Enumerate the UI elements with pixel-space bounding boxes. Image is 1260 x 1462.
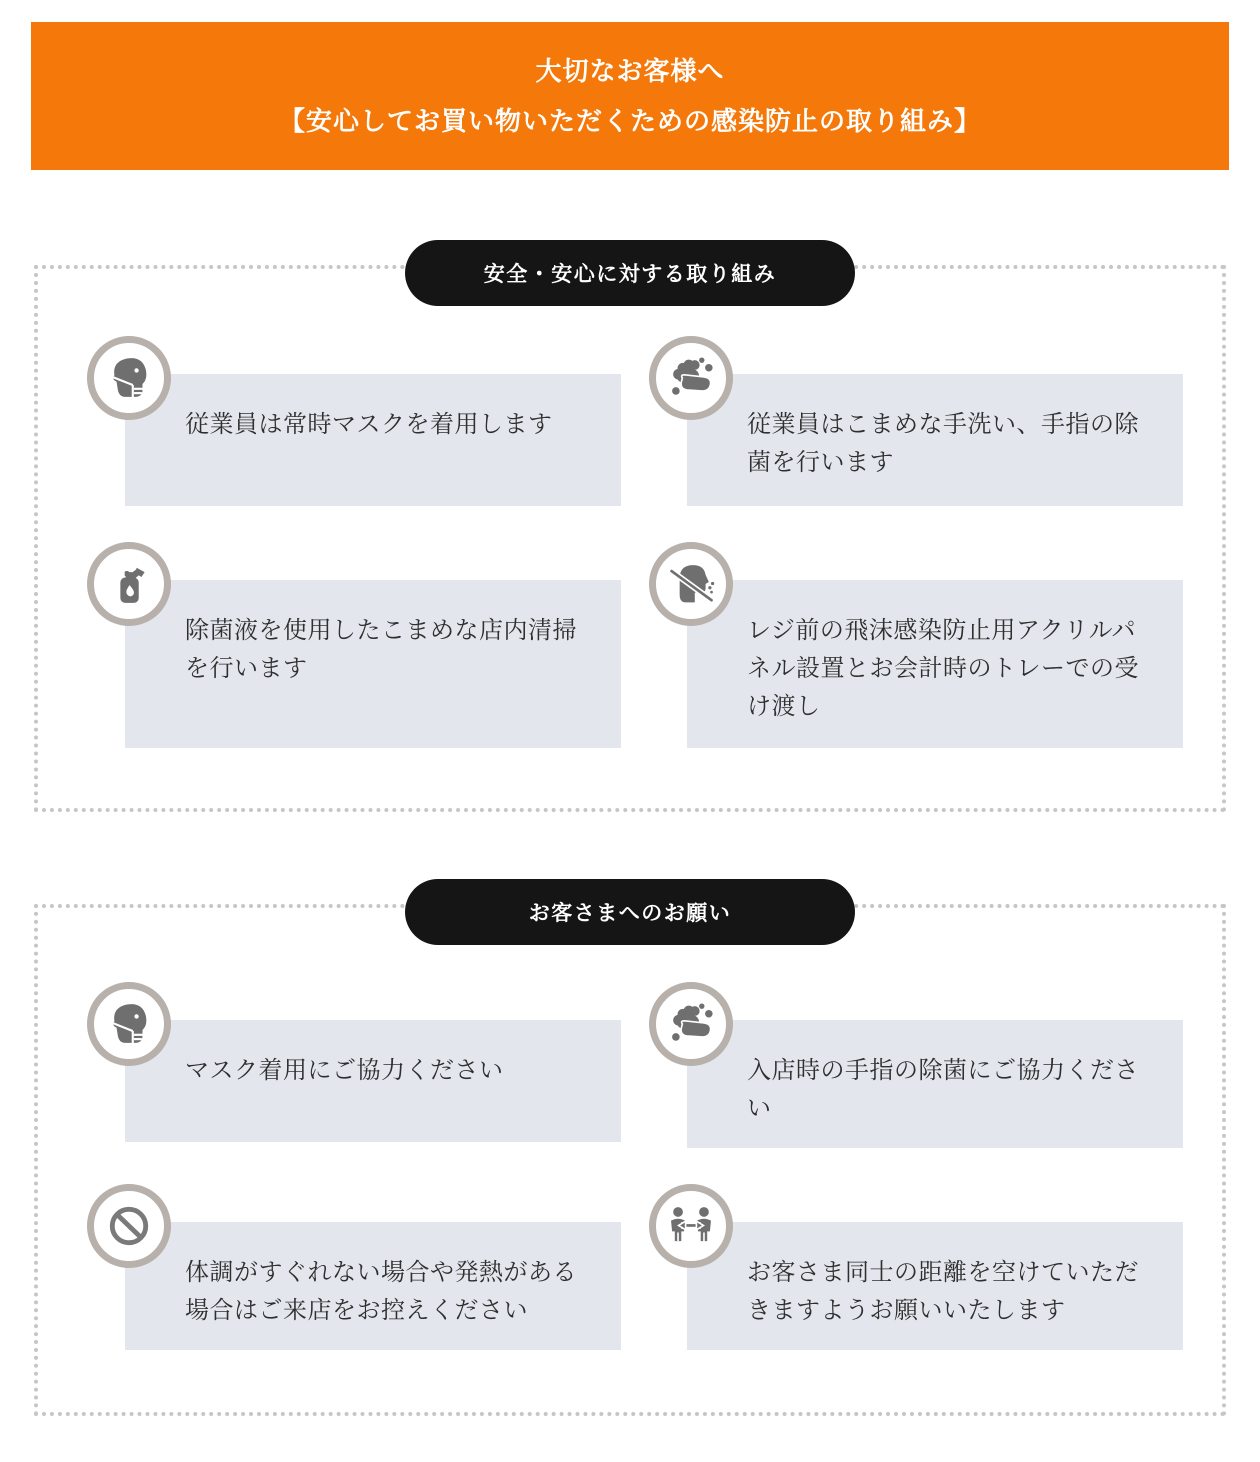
measure-text: レジ前の飛沫感染防止用アクリルパネル設置とお会計時のトレーでの受け渡し [687, 580, 1183, 748]
hand-wash-icon [649, 982, 733, 1066]
mask-face-icon [87, 336, 171, 420]
section-store-measures [34, 265, 1226, 812]
section-badge: 安全・安心に対する取り組み [405, 240, 855, 306]
section-badge: お客さまへのお願い [405, 879, 855, 945]
no-droplet-icon [649, 542, 733, 626]
list-item [649, 542, 1183, 748]
list-item [649, 336, 1183, 506]
social-distance-icon [649, 1184, 733, 1268]
measure-text: 従業員は常時マスクを着用します [125, 374, 621, 506]
notice-banner [31, 22, 1229, 170]
measure-text: 従業員はこまめな手洗い、手指の除菌を行います [687, 374, 1183, 506]
banner-subtitle: 【安心してお買い物いただくための感染防止の取り組み】 [278, 106, 981, 136]
list-item [649, 982, 1183, 1148]
hand-wash-icon [649, 336, 733, 420]
list-item [87, 336, 621, 506]
requests-grid [38, 908, 1222, 1412]
list-item [87, 542, 621, 748]
request-text: お客さま同士の距離を空けていただきますようお願いいたします [687, 1222, 1183, 1350]
section-customer-requests [34, 904, 1226, 1416]
list-item [87, 982, 621, 1148]
request-text: 入店時の手指の除菌にご協力ください [687, 1020, 1183, 1148]
list-item [87, 1184, 621, 1350]
sanitizer-bottle-icon [87, 542, 171, 626]
list-item [649, 1184, 1183, 1350]
prohibition-icon [87, 1184, 171, 1268]
mask-face-icon [87, 982, 171, 1066]
measure-text: 除菌液を使用したこまめな店内清掃を行います [125, 580, 621, 748]
banner-title: 大切なお客様へ [535, 56, 725, 86]
request-text: 体調がすぐれない場合や発熱がある場合はご来店をお控えください [125, 1222, 621, 1350]
measures-grid [38, 269, 1222, 808]
request-text: マスク着用にご協力ください [125, 1020, 621, 1142]
